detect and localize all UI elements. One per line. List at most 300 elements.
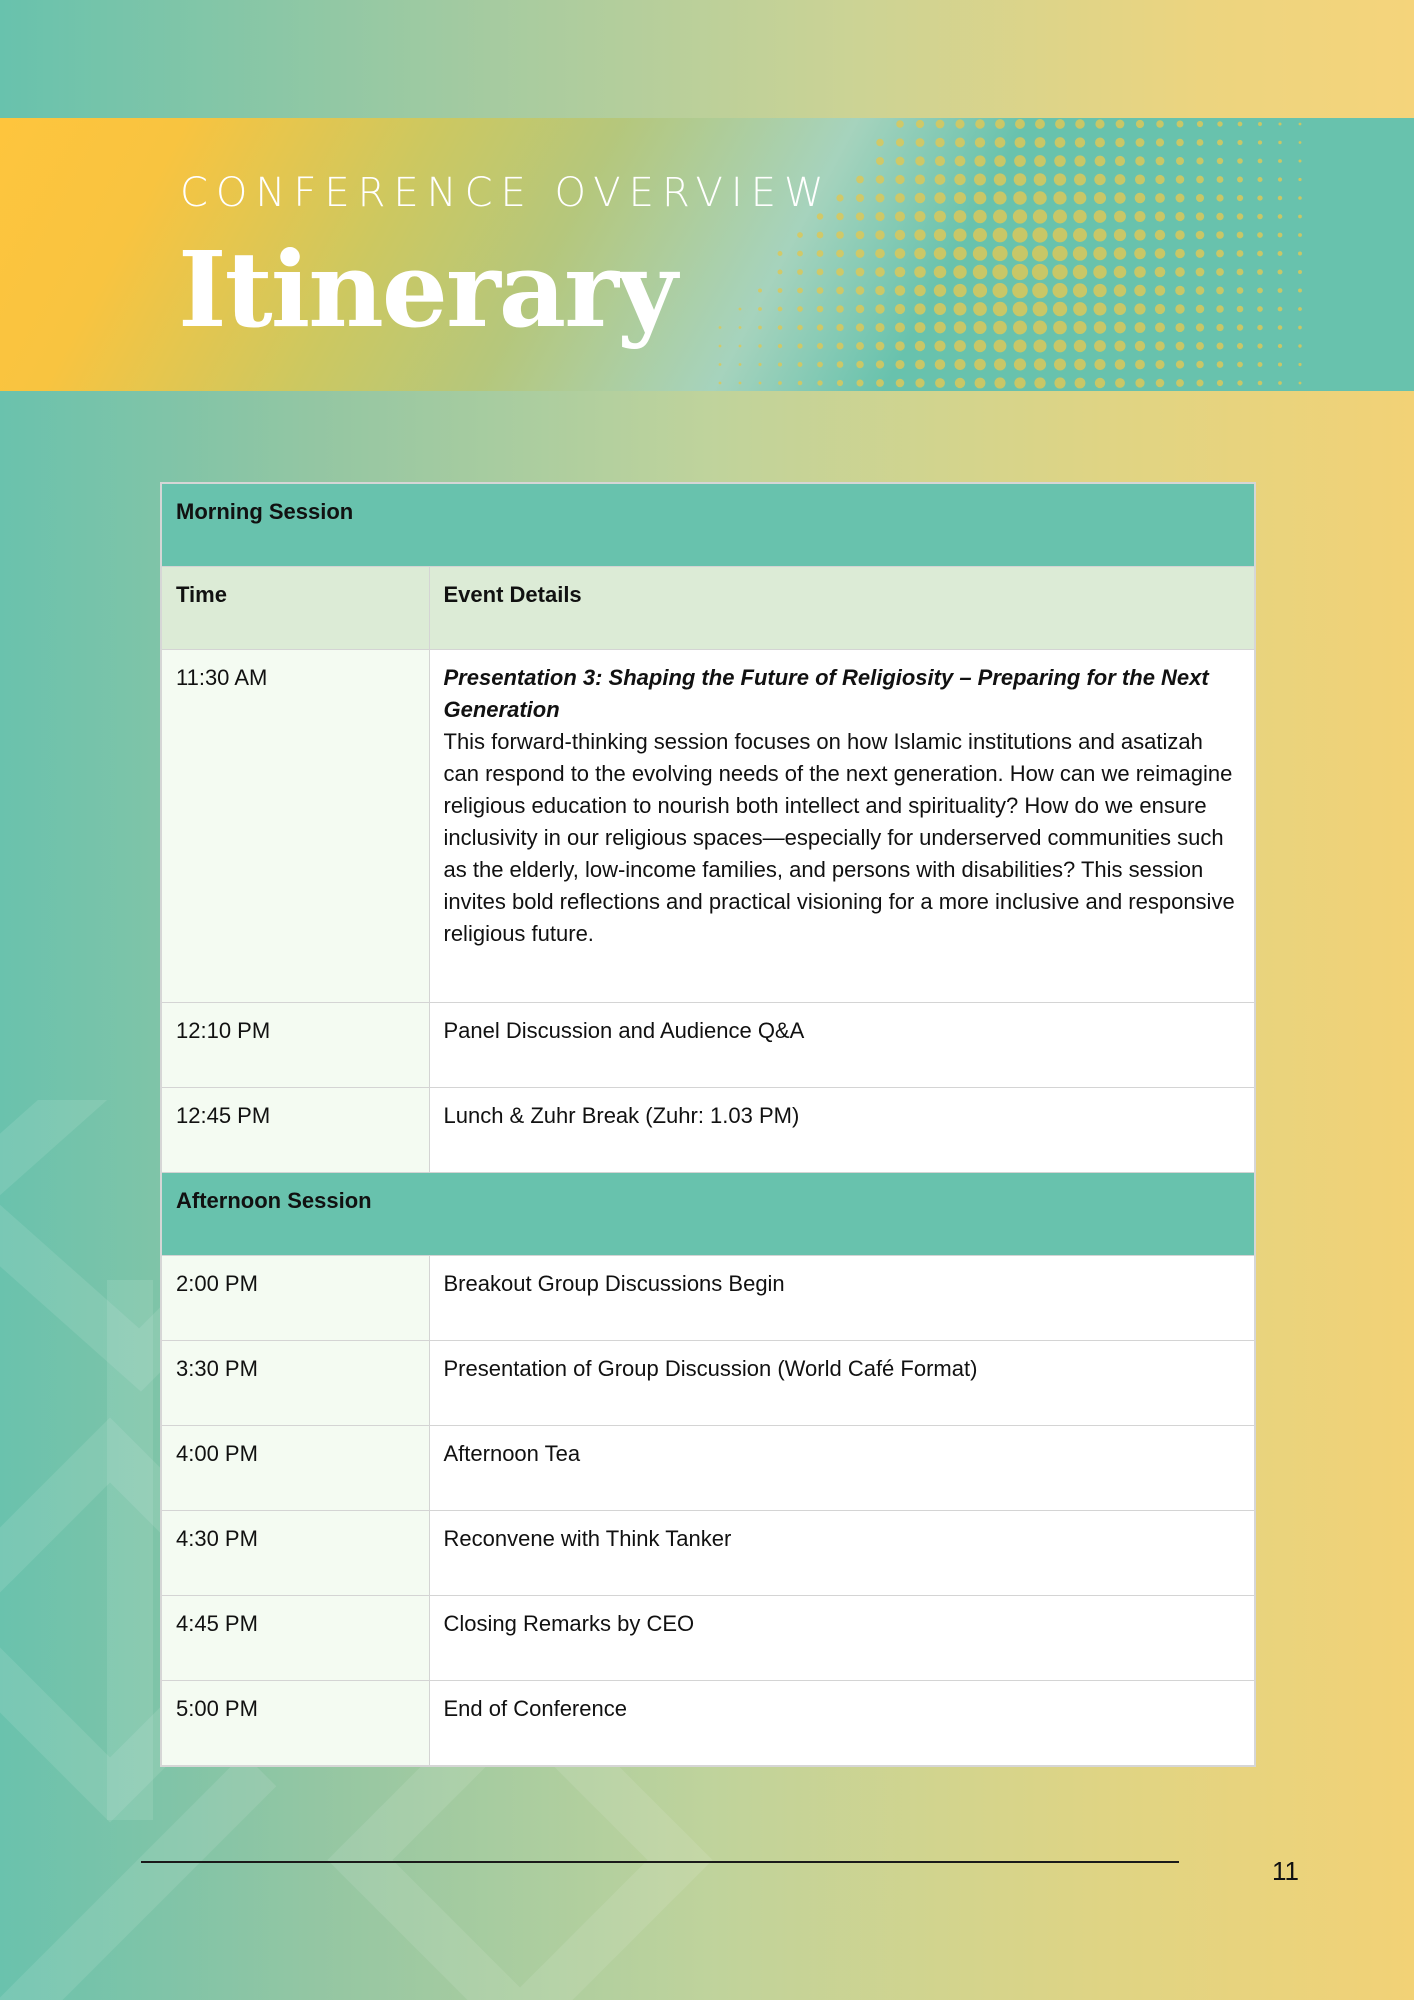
halftone-dot — [778, 270, 783, 275]
halftone-dot — [1073, 265, 1087, 279]
halftone-dot — [1278, 288, 1283, 293]
halftone-dot — [1298, 289, 1302, 293]
event-cell: Panel Discussion and Audience Q&A — [429, 1003, 1255, 1088]
halftone-dot — [974, 174, 986, 186]
halftone-dot — [1176, 342, 1185, 351]
halftone-dot — [1135, 341, 1145, 351]
halftone-dot — [1115, 156, 1125, 166]
afternoon-session-row — [161, 1173, 1255, 1256]
event-cell: Breakout Group Discussions Begin — [429, 1256, 1255, 1341]
table-row — [161, 1088, 1255, 1173]
halftone-dot — [1033, 302, 1048, 317]
halftone-dot — [934, 229, 946, 241]
halftone-dot — [1237, 380, 1242, 385]
morning-session-label: Morning Session — [161, 483, 1255, 567]
halftone-dot — [1257, 306, 1263, 312]
halftone-dot — [1257, 251, 1263, 257]
halftone-dot — [1278, 214, 1283, 219]
halftone-dot — [1196, 231, 1205, 240]
halftone-dot — [914, 285, 925, 296]
halftone-dot — [975, 119, 985, 129]
halftone-dot — [1034, 155, 1046, 167]
event-cell — [429, 650, 1255, 1003]
time-cell: 11:30 AM — [161, 650, 429, 1003]
halftone-dot — [1052, 283, 1067, 298]
halftone-dot — [1093, 284, 1106, 297]
halftone-dot — [1257, 343, 1262, 348]
halftone-dot — [1217, 158, 1223, 164]
halftone-dot — [994, 377, 1005, 388]
halftone-dot — [954, 321, 966, 333]
halftone-dot — [1134, 211, 1145, 222]
halftone-dot — [759, 382, 762, 385]
halftone-dot — [875, 230, 884, 239]
halftone-dot — [993, 191, 1006, 204]
halftone-dot — [992, 283, 1007, 298]
halftone-dot — [836, 213, 843, 220]
halftone-dot — [1237, 177, 1243, 183]
halftone-dot — [915, 193, 926, 204]
halftone-dot — [975, 137, 985, 147]
halftone-dot — [1055, 119, 1065, 129]
halftone-dot — [1115, 138, 1124, 147]
halftone-dot — [994, 173, 1006, 185]
halftone-dot — [1278, 307, 1283, 312]
halftone-dot — [1155, 360, 1164, 369]
halftone-dot — [876, 175, 885, 184]
halftone-dot — [1035, 119, 1045, 129]
halftone-dot — [1237, 232, 1244, 239]
halftone-dot — [856, 379, 863, 386]
halftone-dot — [1095, 156, 1106, 167]
halftone-dot — [1175, 304, 1184, 313]
halftone-dot — [992, 264, 1007, 279]
halftone-dot — [1114, 284, 1126, 296]
halftone-dot — [1299, 141, 1302, 144]
halftone-dot — [1175, 323, 1184, 332]
halftone-dot — [1093, 265, 1106, 278]
halftone-dot — [973, 283, 987, 297]
halftone-dot — [837, 380, 843, 386]
halftone-dot — [1258, 362, 1263, 367]
halftone-dot — [1237, 140, 1242, 145]
halftone-dot — [1115, 359, 1126, 370]
halftone-dot — [1155, 341, 1165, 351]
halftone-dot — [778, 288, 783, 293]
itinerary-table-container — [160, 482, 1254, 1767]
event-cell: Presentation of Group Discussion (World Café Format) — [429, 1341, 1255, 1426]
halftone-dot — [1196, 176, 1204, 184]
halftone-dot — [974, 340, 986, 352]
halftone-dot — [1258, 159, 1263, 164]
halftone-dot — [1053, 321, 1067, 335]
halftone-dot — [797, 325, 802, 330]
halftone-dot — [1237, 362, 1243, 368]
halftone-dot — [1299, 123, 1302, 126]
halftone-dot — [1053, 228, 1068, 243]
halftone-dot — [1035, 137, 1046, 148]
halftone-dot — [1298, 196, 1302, 200]
halftone-dot — [1237, 269, 1244, 276]
halftone-dot — [1114, 340, 1125, 351]
itinerary-table — [160, 482, 1256, 1767]
table-row — [161, 1426, 1255, 1511]
halftone-dot — [1298, 307, 1302, 311]
halftone-dot — [1237, 343, 1243, 349]
halftone-dot — [895, 304, 905, 314]
halftone-dot — [1134, 303, 1145, 314]
halftone-dot — [1258, 140, 1262, 144]
halftone-dot — [817, 324, 823, 330]
halftone-dot — [1155, 230, 1165, 240]
halftone-dot — [1052, 246, 1067, 261]
halftone-dot — [1217, 380, 1223, 386]
halftone-dot — [1216, 194, 1223, 201]
halftone-dot — [1155, 285, 1166, 296]
halftone-dot — [836, 324, 843, 331]
halftone-dot — [1216, 231, 1224, 239]
halftone-dot — [895, 175, 904, 184]
halftone-dot — [1012, 264, 1028, 280]
time-column-header: Time — [161, 567, 429, 650]
halftone-dot — [856, 231, 865, 240]
halftone-dots-decoration — [700, 118, 1350, 391]
halftone-dot — [1278, 122, 1281, 125]
halftone-dot — [895, 285, 906, 296]
halftone-dot — [1032, 283, 1048, 299]
halftone-dot — [1134, 229, 1145, 240]
halftone-dot — [1075, 119, 1085, 129]
halftone-dot — [1073, 228, 1087, 242]
halftone-dot — [1175, 212, 1184, 221]
halftone-dot — [876, 360, 884, 368]
halftone-dot — [1196, 268, 1205, 277]
halftone-dot — [954, 210, 967, 223]
halftone-dot — [1054, 340, 1067, 353]
halftone-dot — [817, 250, 824, 257]
halftone-dot — [1136, 120, 1144, 128]
halftone-dot — [954, 192, 966, 204]
halftone-dot — [1175, 230, 1184, 239]
halftone-dot — [1196, 323, 1204, 331]
halftone-dot — [1278, 159, 1282, 163]
halftone-dot — [1196, 361, 1204, 369]
halftone-dot — [1094, 359, 1105, 370]
halftone-dot — [1216, 250, 1224, 258]
halftone-dot — [856, 176, 864, 184]
halftone-dot — [1237, 306, 1244, 313]
halftone-dot — [1134, 285, 1145, 296]
page-title: Itinerary — [178, 228, 676, 351]
halftone-dot — [1196, 286, 1205, 295]
table-row — [161, 1256, 1255, 1341]
halftone-dot — [895, 341, 905, 351]
halftone-dot — [914, 248, 926, 260]
halftone-dot — [1094, 321, 1106, 333]
halftone-dot — [973, 302, 987, 316]
halftone-dot — [836, 194, 843, 201]
halftone-dot — [836, 231, 844, 239]
halftone-dot — [1075, 137, 1085, 147]
table-row — [161, 1681, 1255, 1767]
halftone-dot — [954, 174, 965, 185]
halftone-dot — [836, 287, 844, 295]
halftone-dot — [1299, 382, 1302, 385]
halftone-dot — [914, 266, 926, 278]
halftone-dot — [1196, 342, 1204, 350]
halftone-dot — [1034, 358, 1046, 370]
halftone-dot — [719, 345, 722, 348]
halftone-dot — [739, 326, 742, 329]
halftone-dot — [817, 306, 824, 313]
halftone-dot — [1094, 340, 1106, 352]
footer-divider — [141, 1861, 1179, 1863]
event-cell: End of Conference — [429, 1681, 1255, 1767]
halftone-dot — [995, 137, 1006, 148]
halftone-dot — [875, 286, 885, 296]
halftone-dot — [797, 232, 803, 238]
halftone-dot — [1094, 192, 1106, 204]
halftone-dot — [778, 381, 782, 385]
halftone-dot — [1073, 302, 1087, 316]
morning-session-row — [161, 483, 1255, 567]
halftone-dot — [1298, 215, 1302, 219]
time-cell: 12:45 PM — [161, 1088, 429, 1173]
halftone-dot — [1156, 138, 1164, 146]
halftone-dot — [758, 307, 762, 311]
halftone-dot — [1013, 209, 1027, 223]
halftone-dot — [935, 174, 946, 185]
halftone-dot — [1196, 194, 1204, 202]
halftone-dot — [1116, 120, 1125, 129]
halftone-dot — [1073, 246, 1087, 260]
halftone-dot — [954, 359, 965, 370]
halftone-dot — [915, 322, 926, 333]
halftone-dot — [953, 228, 966, 241]
halftone-dot — [1177, 121, 1184, 128]
halftone-dot — [1015, 137, 1026, 148]
halftone-dot — [817, 269, 824, 276]
halftone-dot — [1278, 251, 1283, 256]
halftone-dot — [1278, 344, 1282, 348]
halftone-dot — [1196, 379, 1203, 386]
halftone-dot — [1094, 174, 1105, 185]
halftone-dot — [1155, 175, 1164, 184]
top-gradient-strip — [0, 0, 1414, 118]
halftone-dot — [836, 250, 844, 258]
halftone-dot — [1032, 264, 1048, 280]
halftone-dot — [1114, 303, 1126, 315]
halftone-dot — [876, 342, 885, 351]
halftone-dot — [876, 194, 885, 203]
halftone-dot — [797, 343, 802, 348]
halftone-dot — [934, 284, 946, 296]
halftone-dot — [973, 228, 987, 242]
halftone-dot — [935, 138, 944, 147]
halftone-dot — [1197, 139, 1204, 146]
time-cell: 4:30 PM — [161, 1511, 429, 1596]
halftone-dot — [1257, 269, 1263, 275]
halftone-dot — [1216, 213, 1223, 220]
halftone-dot — [955, 138, 965, 148]
halftone-dot — [836, 342, 843, 349]
halftone-dot — [974, 192, 987, 205]
table-row — [161, 650, 1255, 1003]
halftone-dot — [1094, 210, 1107, 223]
halftone-dot — [1237, 287, 1244, 294]
halftone-dot — [1012, 283, 1028, 299]
halftone-dot — [914, 211, 925, 222]
halftone-dot — [1155, 211, 1165, 221]
halftone-dot — [895, 230, 905, 240]
halftone-dot — [1014, 358, 1026, 370]
halftone-dot — [935, 378, 945, 388]
halftone-dot — [1278, 196, 1282, 200]
halftone-dot — [1034, 377, 1045, 388]
halftone-dot — [1054, 359, 1066, 371]
halftone-dot — [934, 211, 946, 223]
halftone-dot — [934, 340, 945, 351]
halftone-dot — [915, 341, 925, 351]
halftone-dot — [1074, 174, 1086, 186]
halftone-dot — [1196, 305, 1204, 313]
halftone-dot — [1052, 264, 1067, 279]
halftone-dot — [994, 359, 1006, 371]
halftone-dot — [875, 304, 884, 313]
halftone-dot — [895, 323, 905, 333]
halftone-dot — [1114, 322, 1126, 334]
halftone-dot — [836, 268, 844, 276]
halftone-dot — [1217, 140, 1223, 146]
halftone-dot — [856, 323, 864, 331]
halftone-dot — [856, 286, 865, 295]
halftone-dot — [1034, 173, 1047, 186]
halftone-dot — [875, 212, 884, 221]
afternoon-session-label: Afternoon Session — [161, 1173, 1255, 1256]
halftone-dot — [914, 229, 925, 240]
time-cell: 5:00 PM — [161, 1681, 429, 1767]
halftone-dot — [974, 155, 985, 166]
halftone-dot — [817, 232, 824, 239]
halftone-dot — [1238, 122, 1243, 127]
halftone-dot — [797, 269, 803, 275]
halftone-dot — [935, 359, 946, 370]
halftone-dot — [1217, 121, 1222, 126]
halftone-dot — [915, 360, 925, 370]
halftone-dot — [856, 249, 865, 258]
halftone-dot — [758, 289, 762, 293]
halftone-dot — [1278, 233, 1283, 238]
halftone-dot — [1298, 178, 1301, 181]
halftone-dot — [1012, 227, 1027, 242]
halftone-dot — [1175, 267, 1185, 277]
halftone-dot — [758, 344, 761, 347]
halftone-dot — [953, 247, 966, 260]
halftone-dot — [1197, 121, 1203, 127]
halftone-dot — [1176, 194, 1185, 203]
halftone-dot — [1278, 141, 1281, 144]
halftone-dot — [1114, 192, 1125, 203]
halftone-dot — [896, 379, 905, 388]
halftone-dot — [1114, 229, 1126, 241]
halftone-dot — [837, 361, 844, 368]
event-column-header: Event Details — [429, 567, 1255, 650]
halftone-dot — [1053, 302, 1067, 316]
halftone-dot — [1257, 177, 1262, 182]
halftone-dot — [1176, 157, 1184, 165]
halftone-dot — [914, 303, 925, 314]
halftone-dot — [1216, 268, 1224, 276]
halftone-dot — [1014, 155, 1026, 167]
halftone-dot — [994, 155, 1006, 167]
halftone-dot — [1094, 303, 1107, 316]
halftone-dot — [993, 210, 1007, 224]
halftone-dot — [1196, 157, 1203, 164]
section-eyebrow: CONFERENCE OVERVIEW — [180, 170, 832, 216]
halftone-dot — [895, 248, 906, 259]
halftone-dot — [1258, 122, 1262, 126]
halftone-dot — [876, 139, 883, 146]
halftone-dot — [993, 302, 1007, 316]
halftone-dot — [1115, 174, 1126, 185]
halftone-dot — [954, 303, 967, 316]
halftone-dot — [875, 249, 885, 259]
halftone-dot — [974, 359, 986, 371]
halftone-dot — [817, 287, 824, 294]
halftone-dot — [1278, 362, 1282, 366]
halftone-dot — [1135, 156, 1145, 166]
halftone-dot — [1093, 228, 1106, 241]
halftone-dot — [1156, 120, 1164, 128]
halftone-dot — [1013, 321, 1027, 335]
time-cell: 3:30 PM — [161, 1341, 429, 1426]
presentation-title: Presentation 3: Shaping the Future of Religiosity – Preparing for the Next Generation — [443, 665, 1209, 722]
halftone-dot — [1135, 174, 1145, 184]
halftone-dot — [1176, 360, 1184, 368]
halftone-dot — [778, 325, 783, 330]
halftone-dot — [875, 323, 884, 332]
halftone-dot — [1073, 283, 1087, 297]
halftone-dot — [1298, 252, 1302, 256]
presentation-description: This forward-thinking session focuses on how Islamic institutions and asatizah can respond to the evolving needs of the next generation. How can we reimagine religious education to nourish both intellect and spirituality? How do we ensure inclusivity in our religious spaces—especially for underserved communities such as the elderly, low-income families, and persons with disabilities? This session invites bold reflections and practical visioning for a more inclusive and responsive religious future. — [443, 729, 1235, 946]
halftone-dot — [1033, 321, 1047, 335]
halftone-dot — [1196, 249, 1205, 258]
halftone-dot — [1176, 139, 1183, 146]
halftone-dot — [1095, 138, 1105, 148]
halftone-dot — [719, 382, 722, 385]
halftone-dot — [1114, 266, 1127, 279]
time-cell: 4:00 PM — [161, 1426, 429, 1511]
halftone-dot — [1033, 191, 1046, 204]
halftone-dot — [1074, 359, 1086, 371]
halftone-dot — [934, 266, 947, 279]
halftone-dot — [1114, 247, 1126, 259]
halftone-dot — [1032, 246, 1048, 262]
halftone-dot — [739, 308, 742, 311]
halftone-dot — [1134, 248, 1146, 260]
halftone-dot — [1257, 232, 1263, 238]
halftone-dot — [1013, 191, 1026, 204]
table-row — [161, 1003, 1255, 1088]
table-row — [161, 1511, 1255, 1596]
halftone-dot — [797, 288, 803, 294]
halftone-dot — [1298, 344, 1301, 347]
halftone-dot — [1093, 247, 1106, 260]
halftone-dot — [1155, 248, 1166, 259]
halftone-dot — [1237, 195, 1243, 201]
halftone-dot — [817, 380, 822, 385]
halftone-dot — [934, 247, 946, 259]
